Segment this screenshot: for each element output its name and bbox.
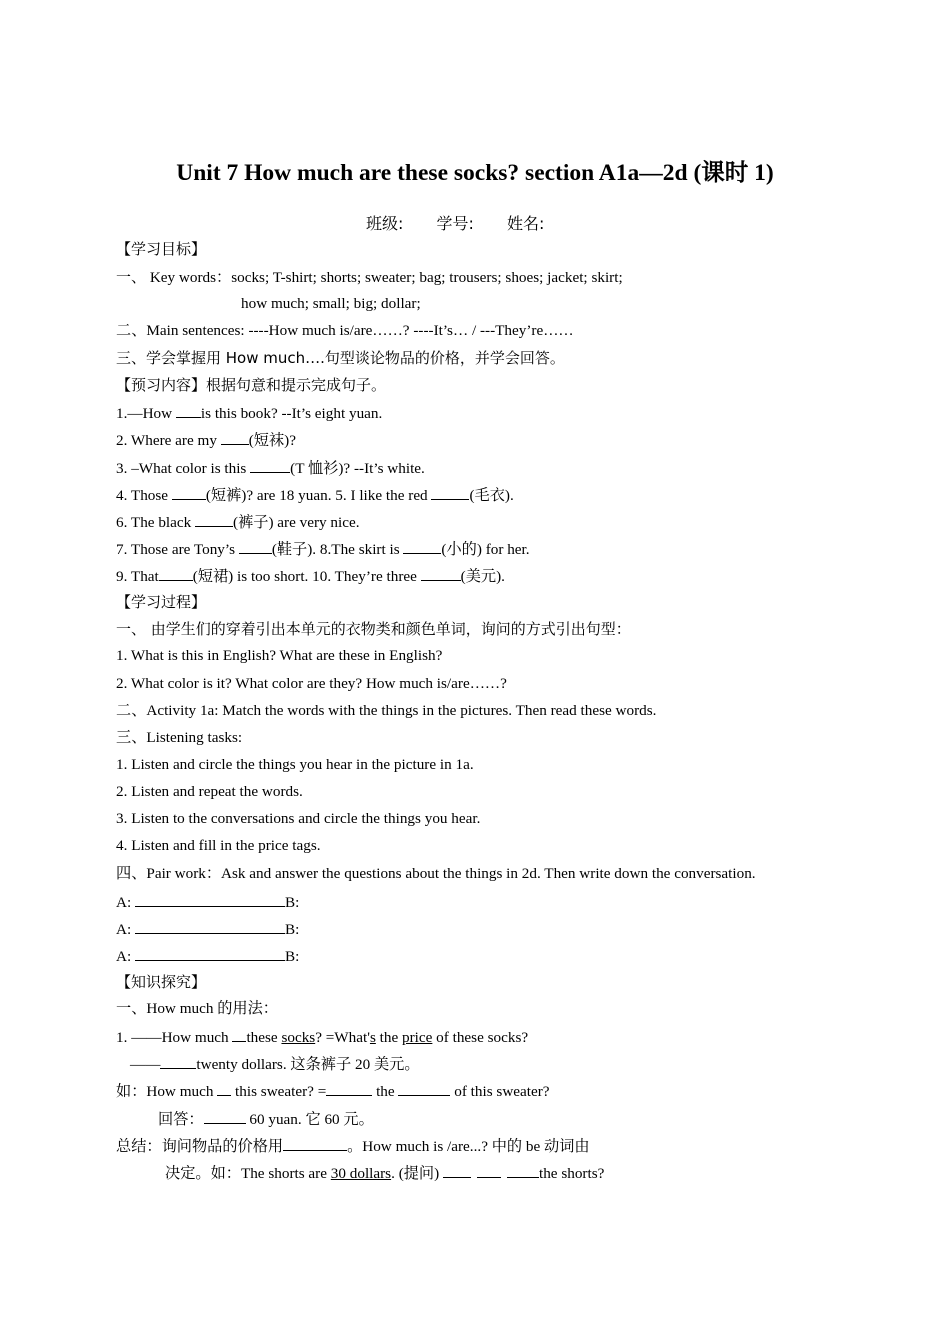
q7-b: (鞋子). 8.The skirt is bbox=[271, 541, 404, 558]
e2-b: twenty dollars. 这条裤子 20 美元。 bbox=[196, 1056, 420, 1073]
q4-b: (短裤)? are 18 yuan. 5. I like the red bbox=[205, 487, 432, 504]
q7-blank[interactable] bbox=[239, 539, 272, 554]
e3-b: this sweater? = bbox=[231, 1083, 327, 1100]
e4-blank[interactable] bbox=[204, 1109, 246, 1124]
e4-a: 回答： bbox=[158, 1111, 204, 1128]
process-step-1: 一、 由学生们的穿着引出本单元的衣物类和颜色单词，询问的方式引出句型： bbox=[116, 620, 631, 638]
preview-q3 bbox=[116, 458, 425, 478]
e1-price: price bbox=[402, 1029, 433, 1046]
explore-summary-2 bbox=[165, 1163, 604, 1183]
goal-1-cont: how much; small; big; dollar; bbox=[241, 295, 421, 312]
goals-header: 【学习目标】 bbox=[116, 240, 207, 258]
e3-d: of this sweater? bbox=[450, 1083, 550, 1100]
b-label: B: bbox=[284, 921, 300, 938]
goal-2: 二、Main sentences: ----How much is/are……? ----It’s… / ---They’re…… bbox=[116, 322, 574, 339]
e5-blank[interactable] bbox=[283, 1136, 347, 1151]
e6-blank-3[interactable] bbox=[507, 1163, 539, 1178]
process-step-2: 二、Activity 1a: Match the words with the things in the pictures. Then read these words. bbox=[116, 702, 657, 719]
q7-a: 7. Those are Tony’s bbox=[116, 541, 239, 558]
page-title: Unit 7 How much are these socks? section A1a—2d (课时 1) bbox=[176, 160, 774, 186]
preview-q1 bbox=[116, 403, 382, 423]
listening-task-1: 1. Listen and circle the things you hear in the picture in 1a. bbox=[116, 756, 474, 773]
q3-b: (T 恤衫)? --It’s white. bbox=[290, 460, 425, 477]
q1-b: is this book? --It’s eight yuan. bbox=[200, 405, 383, 422]
q2-b: (短袜)? bbox=[248, 432, 296, 449]
e1-blank[interactable] bbox=[232, 1027, 246, 1042]
dialog-line-3 bbox=[116, 946, 299, 966]
process-step-4: 四、Pair work：Ask and answer the questions about the things in 2d. Then write down the conversation. bbox=[116, 865, 756, 882]
dialog-line-1 bbox=[116, 892, 299, 912]
q5-blank[interactable] bbox=[431, 485, 469, 500]
q2-a: 2. Where are my bbox=[116, 432, 221, 449]
b-label: B: bbox=[284, 948, 300, 965]
q4-c: (毛衣). bbox=[469, 487, 514, 504]
e6-c: . (提问) bbox=[391, 1165, 443, 1182]
number-label: 学号: bbox=[436, 214, 474, 233]
listening-task-4: 4. Listen and fill in the price tags. bbox=[116, 837, 321, 854]
q10-blank[interactable] bbox=[421, 566, 461, 581]
e6-blank-1[interactable] bbox=[443, 1163, 471, 1178]
e3-a: 如：How much bbox=[116, 1083, 218, 1100]
e5-a: 总结：询问物品的价格用 bbox=[116, 1138, 284, 1155]
a-label: A: bbox=[116, 948, 135, 965]
e2-blank[interactable] bbox=[160, 1054, 196, 1069]
e6-d: the shorts? bbox=[538, 1165, 605, 1182]
q9-a: 9. That bbox=[116, 568, 159, 585]
listening-task-3: 3. Listen to the conversations and circle the things you hear. bbox=[116, 810, 481, 827]
student-info bbox=[366, 211, 572, 234]
q8-blank[interactable] bbox=[403, 539, 441, 554]
explore-heading-1: 一、How much 的用法： bbox=[116, 1000, 278, 1017]
preview-q2 bbox=[116, 430, 296, 450]
explore-example-2 bbox=[130, 1054, 420, 1074]
explore-header: 【知识探究】 bbox=[116, 973, 207, 991]
b-label: B: bbox=[284, 894, 300, 911]
q4-blank[interactable] bbox=[172, 485, 206, 500]
e1-socks: socks bbox=[281, 1029, 316, 1046]
class-label: 班级: bbox=[366, 214, 404, 233]
e3-c: the bbox=[372, 1083, 399, 1100]
e1-d: ? =What' bbox=[315, 1029, 370, 1046]
e6-dollars: 30 dollars bbox=[330, 1165, 392, 1182]
q1-blank[interactable] bbox=[176, 403, 201, 418]
e5-b: 。How much is /are...? 中的 be 动词由 bbox=[347, 1138, 590, 1155]
q3-a: 3. –What color is this bbox=[116, 460, 251, 477]
q9-b: (短裙) is too short. 10. They’re three bbox=[192, 568, 421, 585]
e1-f: the bbox=[375, 1029, 403, 1046]
process-step-3: 三、Listening tasks: bbox=[116, 729, 243, 746]
e3-blank-2[interactable] bbox=[326, 1081, 372, 1096]
listening-task-2: 2. Listen and repeat the words. bbox=[116, 783, 303, 800]
preview-q7 bbox=[116, 539, 530, 559]
q2-blank[interactable] bbox=[221, 430, 249, 445]
process-step-1-2: 2. What color is it? What color are they? How much is/are……? bbox=[116, 675, 507, 692]
q9-blank[interactable] bbox=[159, 566, 193, 581]
dialog-blank-3[interactable] bbox=[135, 946, 285, 961]
preview-q6 bbox=[116, 512, 360, 532]
dialog-line-2 bbox=[116, 919, 299, 939]
e1-s: s bbox=[369, 1029, 376, 1046]
q9-c: (美元). bbox=[460, 568, 505, 585]
q4-a: 4. Those bbox=[116, 487, 172, 504]
explore-example-4 bbox=[158, 1109, 374, 1129]
q6-blank[interactable] bbox=[195, 512, 233, 527]
e3-blank-3[interactable] bbox=[398, 1081, 450, 1096]
goal-1-prefix: 一、 bbox=[116, 268, 147, 286]
preview-q4 bbox=[116, 485, 514, 505]
e6-blank-2[interactable] bbox=[477, 1163, 501, 1178]
q3-blank[interactable] bbox=[250, 458, 290, 473]
explore-example-3 bbox=[116, 1081, 550, 1101]
e1-h: of these socks? bbox=[432, 1029, 529, 1046]
explore-summary-1 bbox=[116, 1136, 590, 1156]
goal-1-text: Key words：socks; T-shirt; shorts; sweater; bag; trousers; shoes; jacket; skirt; bbox=[146, 269, 623, 286]
goal-3: 三、学会掌握用 How much….句型谈论物品的价格，并学会回答。 bbox=[116, 349, 565, 367]
e3-blank-1[interactable] bbox=[217, 1081, 231, 1096]
q6-b: (裤子) are very nice. bbox=[233, 514, 360, 531]
e6-a: 决定。如：The shorts are bbox=[165, 1165, 331, 1182]
q6-a: 6. The black bbox=[116, 514, 196, 531]
preview-header: 【预习内容】根据句意和提示完成句子。 bbox=[116, 376, 387, 394]
e1-b: these bbox=[246, 1029, 282, 1046]
a-label: A: bbox=[116, 894, 135, 911]
q1-a: 1.—How bbox=[116, 405, 176, 422]
goal-1 bbox=[116, 268, 623, 287]
a-label: A: bbox=[116, 921, 135, 938]
e4-b: 60 yuan. 它 60 元。 bbox=[245, 1111, 374, 1128]
e2-a: —— bbox=[130, 1056, 161, 1073]
explore-example-1 bbox=[116, 1027, 528, 1047]
dialog-blank-2[interactable] bbox=[135, 919, 285, 934]
dialog-blank-1[interactable] bbox=[135, 892, 285, 907]
q7-c: (小的) for her. bbox=[441, 541, 530, 558]
preview-q9 bbox=[116, 566, 505, 586]
name-label: 姓名: bbox=[507, 214, 545, 233]
process-step-1-1: 1. What is this in English? What are these in English? bbox=[116, 647, 443, 664]
e1-a: 1. ——How much bbox=[116, 1029, 233, 1046]
process-header: 【学习过程】 bbox=[116, 593, 207, 611]
